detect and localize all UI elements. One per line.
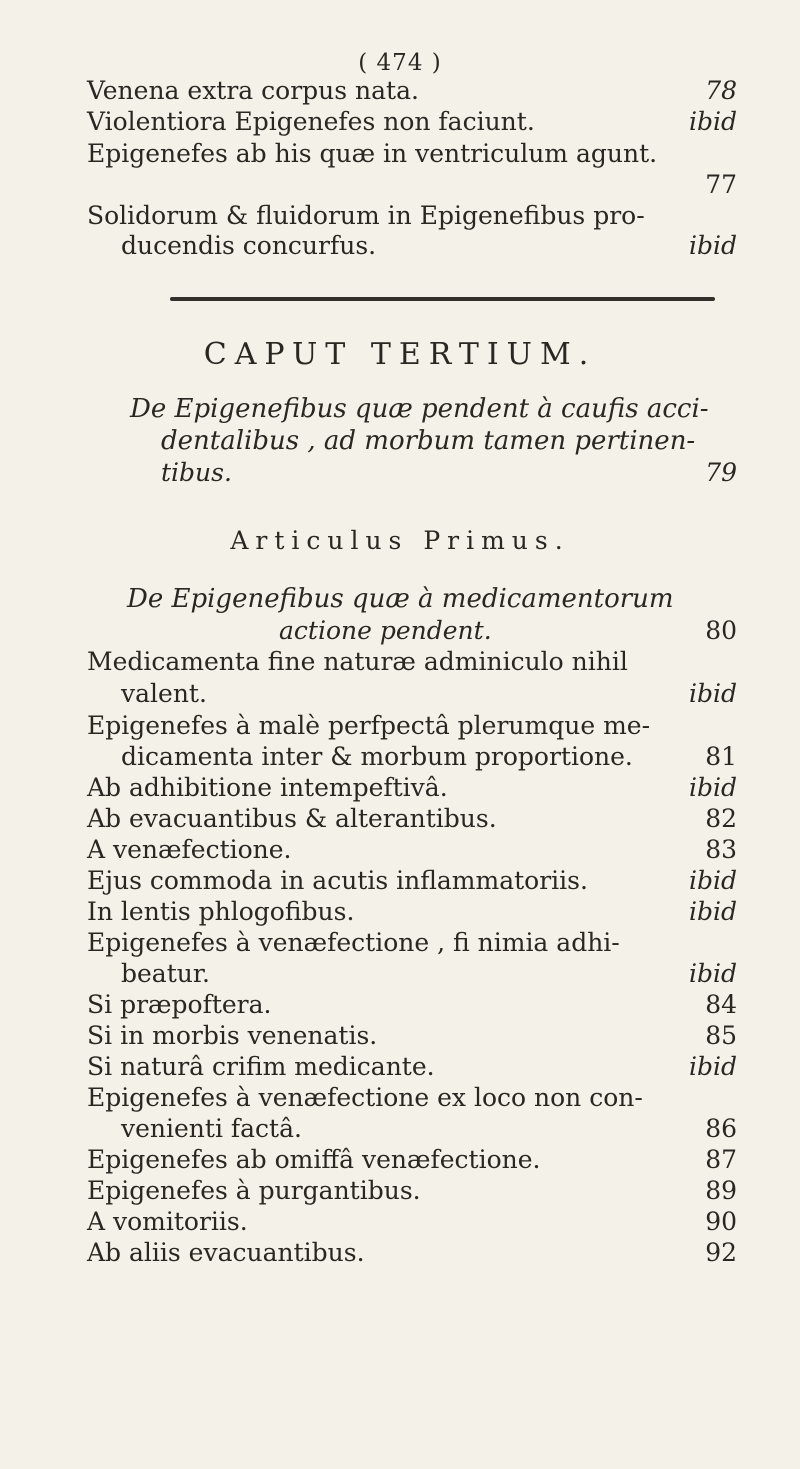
entry-page: ibid [689, 866, 737, 895]
subtitle-text: actione pendent. [279, 616, 492, 645]
chapter-subtitle-line [161, 458, 737, 488]
entry-text: Epigenefes ab his quæ in ventriculum agunt. [87, 139, 658, 168]
entry-text: Epigenefes ab omiffâ venæfectione. [87, 1145, 541, 1174]
entry-text: beatur. [121, 959, 211, 988]
entry-text: Si in morbis venenatis. [87, 1021, 378, 1050]
index-entry [87, 804, 737, 834]
entry-text: Si præpoftera. [87, 990, 272, 1019]
entry-text: Ab evacuantibus & alterantibus. [87, 804, 497, 833]
index-entry [87, 1052, 737, 1082]
index-entry [87, 1238, 737, 1268]
index-entry [87, 866, 737, 896]
index-entry [87, 139, 737, 169]
entry-page: 85 [705, 1021, 737, 1050]
entry-page: 77 [705, 170, 737, 199]
page-number-header: ( 474 ) [358, 50, 442, 76]
subtitle-text: tibus. [161, 458, 232, 487]
entry-page: 92 [705, 1238, 737, 1267]
entry-text: Ab adhibitione intempeftivâ. [87, 773, 448, 802]
index-entry [121, 1114, 737, 1144]
index-entry [87, 107, 737, 137]
article-subtitle-line: De Epigenefibus quæ à medicamentorum [127, 584, 674, 614]
entry-page: 89 [705, 1176, 737, 1205]
index-entry [87, 990, 737, 1020]
entry-text: Epigenefes à malè perfpectâ plerumque me- [87, 711, 651, 740]
index-entry [87, 1021, 737, 1051]
index-entry [87, 773, 737, 803]
entry-page: 84 [705, 990, 737, 1019]
entry-page: 82 [705, 804, 737, 833]
entry-text: valent. [121, 679, 207, 708]
index-entry [87, 201, 737, 231]
entry-text: A vomitoriis. [87, 1207, 248, 1236]
entry-text: Epigenefes à venæfectione , fi nimia adhi- [87, 928, 620, 957]
entry-page: ibid [689, 679, 737, 708]
chapter-subtitle-line: De Epigenefibus quæ pendent à caufis acci- [130, 394, 709, 424]
entry-page: ibid [689, 107, 737, 136]
entry-text: dicamenta inter & morbum proportione. [121, 742, 633, 771]
article-title: Articulus Primus. [230, 526, 570, 555]
index-entry [87, 711, 737, 741]
entry-text: Epigenefes à purgantibus. [87, 1176, 421, 1205]
entry-page: ibid [689, 959, 737, 988]
index-entry [87, 1207, 737, 1237]
entry-page: 86 [705, 1114, 737, 1143]
section-divider [170, 297, 715, 301]
entry-page: 81 [705, 742, 737, 771]
entry-text: venienti factâ. [121, 1114, 302, 1143]
index-entry [87, 1145, 737, 1175]
entry-page: 78 [705, 76, 737, 105]
entry-text: Ejus commoda in acutis inflammatoriis. [87, 866, 588, 895]
entry-text: Epigenefes à venæfectione ex loco non con- [87, 1083, 643, 1112]
index-entry [121, 742, 737, 772]
article-subtitle-line [279, 616, 737, 646]
entry-page: 80 [705, 616, 737, 645]
entry-text: Medicamenta fine naturæ adminiculo nihil [87, 647, 628, 676]
chapter-subtitle-line: dentalibus , ad morbum tamen pertinen- [161, 426, 696, 456]
entry-page: ibid [689, 231, 737, 260]
index-entry [87, 835, 737, 865]
index-entry [121, 231, 737, 261]
entry-page: ibid [689, 897, 737, 926]
entry-text: Solidorum & fluidorum in Epigenefibus pro- [87, 201, 645, 230]
entry-text: Violentiora Epigenefes non faciunt. [87, 107, 535, 136]
entry-text: Ab aliis evacuantibus. [87, 1238, 365, 1267]
index-entry [87, 1176, 737, 1206]
entry-text: Si naturâ crifim medicante. [87, 1052, 435, 1081]
entry-text: Venena extra corpus nata. [87, 76, 419, 105]
index-entry [87, 647, 737, 677]
entry-page: 79 [705, 458, 737, 487]
entry-text: ducendis concurfus. [121, 231, 377, 260]
entry-page: 83 [705, 835, 737, 864]
index-entry [121, 679, 737, 709]
entry-page: 90 [705, 1207, 737, 1236]
index-entry [87, 897, 737, 927]
entry-page: 87 [705, 1145, 737, 1174]
entry-page: ibid [689, 773, 737, 802]
chapter-title: CAPUT TERTIUM. [203, 337, 597, 372]
index-entry [87, 76, 737, 106]
index-entry [87, 928, 737, 958]
index-entry [121, 959, 737, 989]
entry-page: ibid [689, 1052, 737, 1081]
entry-text: In lentis phlogofibus. [87, 897, 355, 926]
index-entry [87, 1083, 737, 1113]
entry-text: A venæfectione. [87, 835, 292, 864]
